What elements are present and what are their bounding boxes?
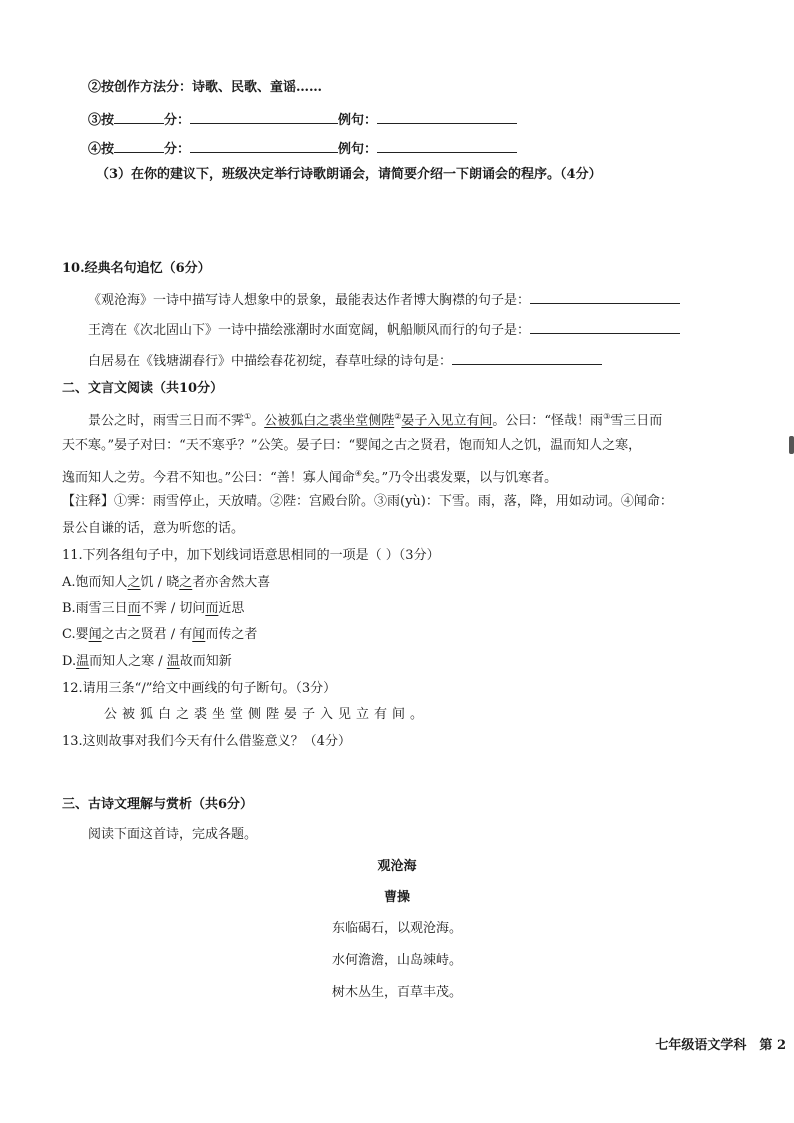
passage-p1a: 景公之时，雨雪三日而不霁 [88, 413, 245, 429]
underlined-sentence-part1: 公被狐白之裘坐堂侧陛 [264, 413, 395, 429]
q11-option-a[interactable] [62, 573, 270, 593]
q10-title: 10.经典名句追忆（6分） [62, 261, 211, 276]
q9-item4-blank-category[interactable] [190, 138, 338, 153]
q11-a-mid: 饥 / 晓 [140, 575, 180, 590]
q10-line2 [88, 319, 680, 341]
poem-line-2: 水何澹澹，山岛竦峙。 [331, 953, 462, 968]
q11-a-pre: A.饱而知人 [62, 575, 128, 590]
q11-option-c[interactable] [62, 625, 257, 645]
note-mark-1: ① [244, 412, 252, 421]
q11-option-b[interactable] [62, 599, 244, 619]
poem-line-3: 树木丛生，百草丰茂。 [331, 985, 462, 1000]
q11-d-post: 故而知新 [179, 654, 232, 669]
poem-author: 曹操 [383, 890, 410, 905]
q11-a-underline2: 之 [179, 575, 193, 590]
annotation-line1: 【注释】①霁：雨雪停止，天放晴。②陛：宫殿台阶。③雨(yù)：下雪。雨，落，降，用如动词。④闻命： [62, 494, 673, 509]
q10-answer3-blank[interactable] [452, 350, 602, 365]
q10-line3 [88, 350, 602, 372]
q10-line1 [88, 289, 680, 311]
q11-c-mid: 之古之贤君 / 有 [101, 627, 193, 642]
note-mark-2: ② [394, 412, 402, 421]
passage-p1c: 雪三日而 [610, 413, 663, 429]
section3-intro: 阅读下面这首诗，完成各题。 [88, 827, 258, 842]
q10-line2-text: 王湾在《次北固山下》一诗中描绘涨潮时水面宽阔，帆船顺风而行的句子是： [88, 323, 531, 338]
section3-title: 三、古诗文理解与赏析（共6分） [62, 797, 254, 812]
q11-d-underline2: 温 [166, 654, 180, 669]
q9-item4 [88, 138, 517, 160]
poem-title: 观沧海 [377, 859, 417, 874]
q11-c-pre: C.婴 [62, 627, 89, 642]
q9-item3-blank-example[interactable] [377, 109, 517, 124]
q11-d-underline1: 温 [76, 654, 90, 669]
q9-item3-blank-criterion[interactable] [114, 109, 164, 124]
scan-edge-mark [789, 436, 794, 454]
q11-title: 11.下列各组句子中，加下划线词语意思相同的一项是（ ）（3分） [62, 548, 440, 563]
q9-item4-mid: 分： [164, 142, 191, 157]
q11-c-underline2: 闻 [192, 627, 206, 642]
q10-answer1-blank[interactable] [530, 289, 680, 304]
q11-b-underline2: 而 [205, 601, 219, 616]
q11-b-mid: 不霁 / 切问 [140, 601, 206, 616]
q12-sentence[interactable]: 公被狐白之裘坐堂侧陛晏子入见立有间。 [104, 707, 429, 722]
q9-item4-blank-criterion[interactable] [114, 138, 164, 153]
q9-item4-blank-example[interactable] [377, 138, 517, 153]
q11-a-post: 者亦舍然大喜 [192, 575, 271, 590]
passage-p3a: 逸而知人之劳。今君不知也。”公曰：“善！寡人闻命 [62, 470, 355, 486]
section2-title: 二、文言文阅读（共10分） [62, 381, 224, 396]
q11-c-underline1: 闻 [88, 627, 102, 642]
q9-sub3: （3）在你的建议下，班级决定举行诗歌朗诵会，请简要介绍一下朗诵会的程序。（4分） [96, 167, 602, 182]
q10-line3-text: 白居易在《钱塘湖春行》中描绘春花初绽，春草吐绿的诗句是： [88, 354, 453, 369]
q11-a-underline1: 之 [127, 575, 141, 590]
q9-item3-example: 例句： [338, 113, 378, 128]
q12-title: 12.请用三条“/”给文中画线的句子断句。（3分） [62, 681, 337, 696]
q9-item3-blank-category[interactable] [190, 109, 338, 124]
q9-item3-mid: 分： [164, 113, 191, 128]
note-mark-4: ④ [354, 469, 362, 478]
underlined-sentence-part2: 晏子入见立有间 [401, 413, 493, 429]
passage-line3 [62, 464, 557, 488]
note-mark-3: ③ [603, 412, 611, 421]
q9-item2: ②按创作方法分：诗歌、民歌、童谣…… [88, 80, 323, 95]
page-footer: 七年级语文学科 第 2 [655, 1038, 786, 1053]
q11-b-post: 近思 [218, 601, 245, 616]
q9-item4-example: 例句： [338, 142, 378, 157]
q10-answer2-blank[interactable] [530, 319, 680, 334]
q9-item4-prefix: ④按 [88, 142, 115, 157]
passage-line1 [88, 407, 662, 431]
q11-b-pre: B.雨雪三日 [62, 601, 128, 616]
q11-c-post: 而传之者 [205, 627, 258, 642]
annotation-line2: 景公自谦的话，意为听您的话。 [62, 521, 245, 536]
passage-p1b: 。公曰：“怪哉！雨 [492, 413, 604, 429]
q10-line1-text: 《观沧海》一诗中描写诗人想象中的景象，最能表达作者博大胸襟的句子是： [88, 293, 531, 308]
q11-d-mid: 而知人之寒 / [89, 654, 167, 669]
q9-item3-prefix: ③按 [88, 113, 115, 128]
passage-line2: 天不寒。”晏子对曰：“天不寒乎？”公笑。晏子曰：“婴闻之古之贤君，饱而知人之饥，温而知人之寒， [62, 438, 642, 453]
q13-title: 13.这则故事对我们今天有什么借鉴意义？（4分） [62, 734, 351, 749]
q11-d-pre: D. [62, 654, 77, 669]
q11-option-d[interactable] [62, 652, 232, 672]
passage-p3b: 矣。”乃令出裘发粟，以与饥寒者。 [361, 470, 558, 486]
q11-b-underline1: 而 [127, 601, 141, 616]
poem-line-1: 东临碣石，以观沧海。 [331, 921, 462, 936]
passage-p1-sep: 。 [251, 413, 265, 429]
q9-item3 [88, 109, 517, 131]
